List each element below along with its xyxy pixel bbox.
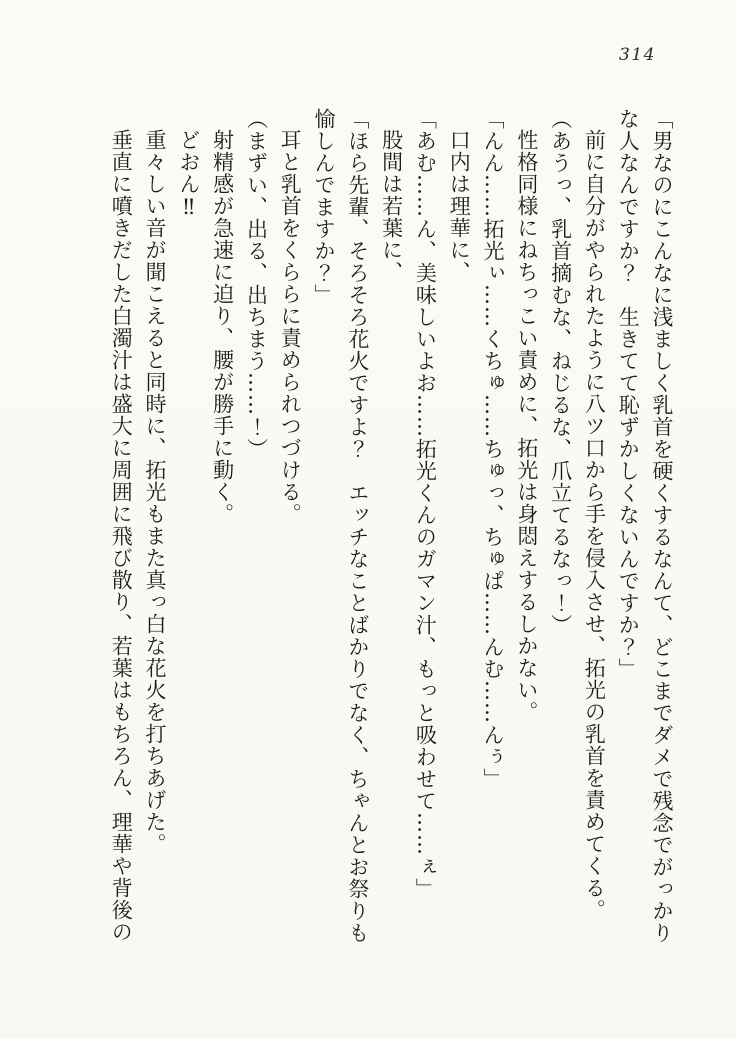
paragraph-thought-1: （あうっ、乳首摘むな、ねじるな、爪立てるなっ！）: [548, 108, 573, 636]
paragraph-narrative-5: 耳と乳首をくららに責められつづける。: [278, 129, 303, 525]
paragraph-dialogue-1: 「男なのにこんなに浅ましく乳首を硬くするなんて、どこまでダメで残念でがっかりな人なんですか？ 生きてて恥ずかしくないんですか？」: [616, 108, 674, 944]
paragraph-thought-2: （まずい、出る、出ちまう……！）: [244, 108, 269, 460]
paragraph-narrative-6: 射精感が急速に迫り、腰が勝手に動く。: [210, 129, 235, 525]
paragraph-narrative-7: 重々しい音が聞こえると同時に、拓光もまた真っ白な花火を打ちあげた。: [143, 129, 168, 855]
paragraph-dialogue-2: 「んん……拓光ぃ……くちゅ……ちゅっ、ちゅぱ……んむ……んぅ」: [481, 108, 506, 790]
paragraph-narrative-3: 口内は理華に、: [447, 129, 472, 283]
paragraph-dialogue-4: 「ほら先輩、そろそろ花火ですよ？ エッチなことばかりでなく、ちゃんとお祭りも愉しんでますか？」: [312, 108, 370, 944]
paragraph-dialogue-3: 「あむ……ん、美味しいよお……拓光くんのガマン汁、もっと吸わせて……ぇ」: [413, 108, 438, 900]
page-number: 314: [619, 45, 656, 65]
paragraph-narrative-8: 垂直に噴きだした白濁汁は盛大に周囲に飛び散り、若葉はもちろん、理華や背後の: [109, 129, 134, 943]
text-block: [103, 108, 678, 946]
paragraph-narrative-4: 股間は若葉に、: [379, 129, 404, 283]
paragraph-narrative-2: 性格同様にねちっこい責めに、拓光は身悶えするしかない。: [514, 129, 539, 723]
paragraph-sound-effect: どおん‼: [176, 129, 201, 220]
paragraph-narrative-1: 前に自分がやられたように八ツ口から手を侵入させ、拓光の乳首を責めてくる。: [582, 129, 607, 921]
